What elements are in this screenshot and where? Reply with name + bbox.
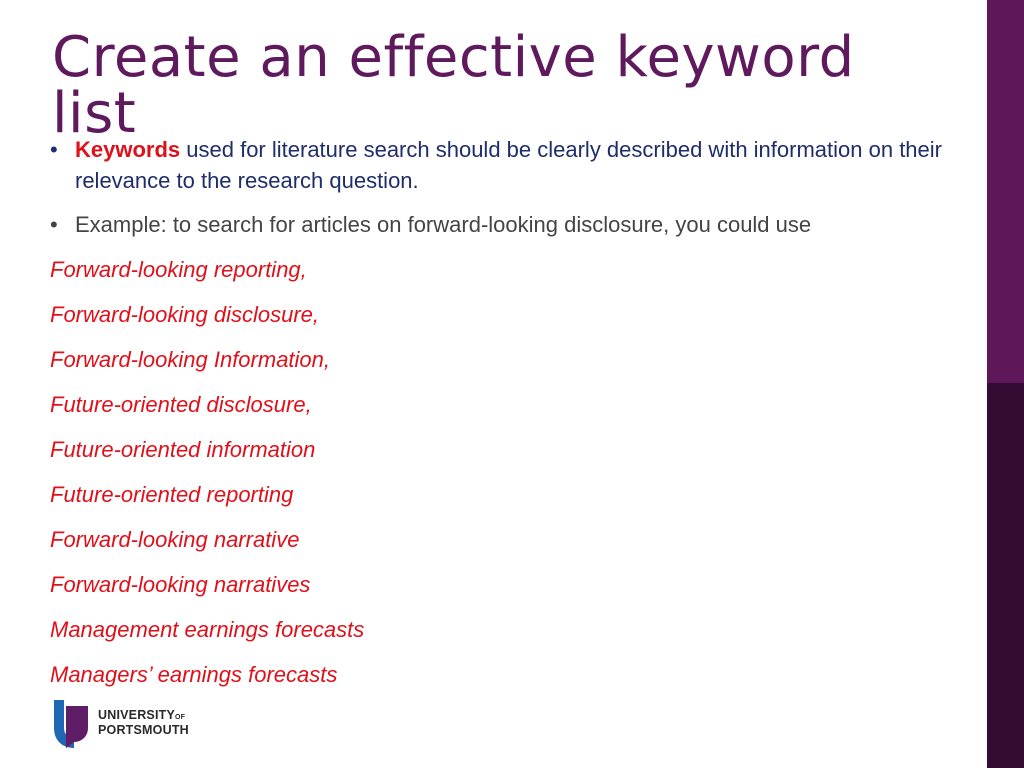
keyword-item: Future-oriented disclosure, bbox=[50, 392, 312, 417]
keyword-item: Forward-looking disclosure, bbox=[50, 302, 319, 327]
slide-title: Create an effective keyword list bbox=[52, 25, 855, 146]
bullet-keywords bbox=[50, 134, 950, 196]
bullet-example bbox=[50, 209, 950, 240]
bullet-text bbox=[50, 134, 950, 196]
keyword-item: Managers’ earnings forecasts bbox=[50, 662, 338, 687]
keyword-item: Forward-looking narrative bbox=[50, 527, 300, 552]
keyword-item: Forward-looking reporting, bbox=[50, 257, 307, 282]
bullet-dot-icon: • bbox=[50, 137, 58, 162]
keyword-item: Forward-looking narratives bbox=[50, 572, 311, 597]
crest-purple-part bbox=[66, 706, 88, 748]
keyword-list bbox=[50, 255, 364, 705]
keyword-item: Future-oriented reporting bbox=[50, 482, 294, 507]
sidebar-accent-top bbox=[987, 0, 1024, 383]
logo-wordmark bbox=[98, 709, 189, 737]
keyword-item: Management earnings forecasts bbox=[50, 617, 365, 642]
sidebar-accent-bottom bbox=[987, 383, 1024, 768]
logo-line-2: PORTSMOUTH bbox=[98, 723, 189, 737]
bullet-dot-icon: • bbox=[50, 212, 58, 237]
bullet-body: used for literature search should be clearly described with information on their relevance to the research question. bbox=[75, 137, 942, 193]
university-logo bbox=[52, 698, 222, 750]
keyword-highlight: Keywords bbox=[75, 137, 181, 162]
logo-of: OF bbox=[175, 714, 186, 721]
logo-line-1: UNIVERSITYOF bbox=[98, 708, 186, 722]
keyword-item: Forward-looking Information, bbox=[50, 347, 331, 372]
university-crest-icon bbox=[52, 698, 92, 750]
keyword-item: Future-oriented information bbox=[50, 437, 316, 462]
bullet-text: Example: to search for articles on forward-looking disclosure, you could use bbox=[75, 212, 812, 237]
